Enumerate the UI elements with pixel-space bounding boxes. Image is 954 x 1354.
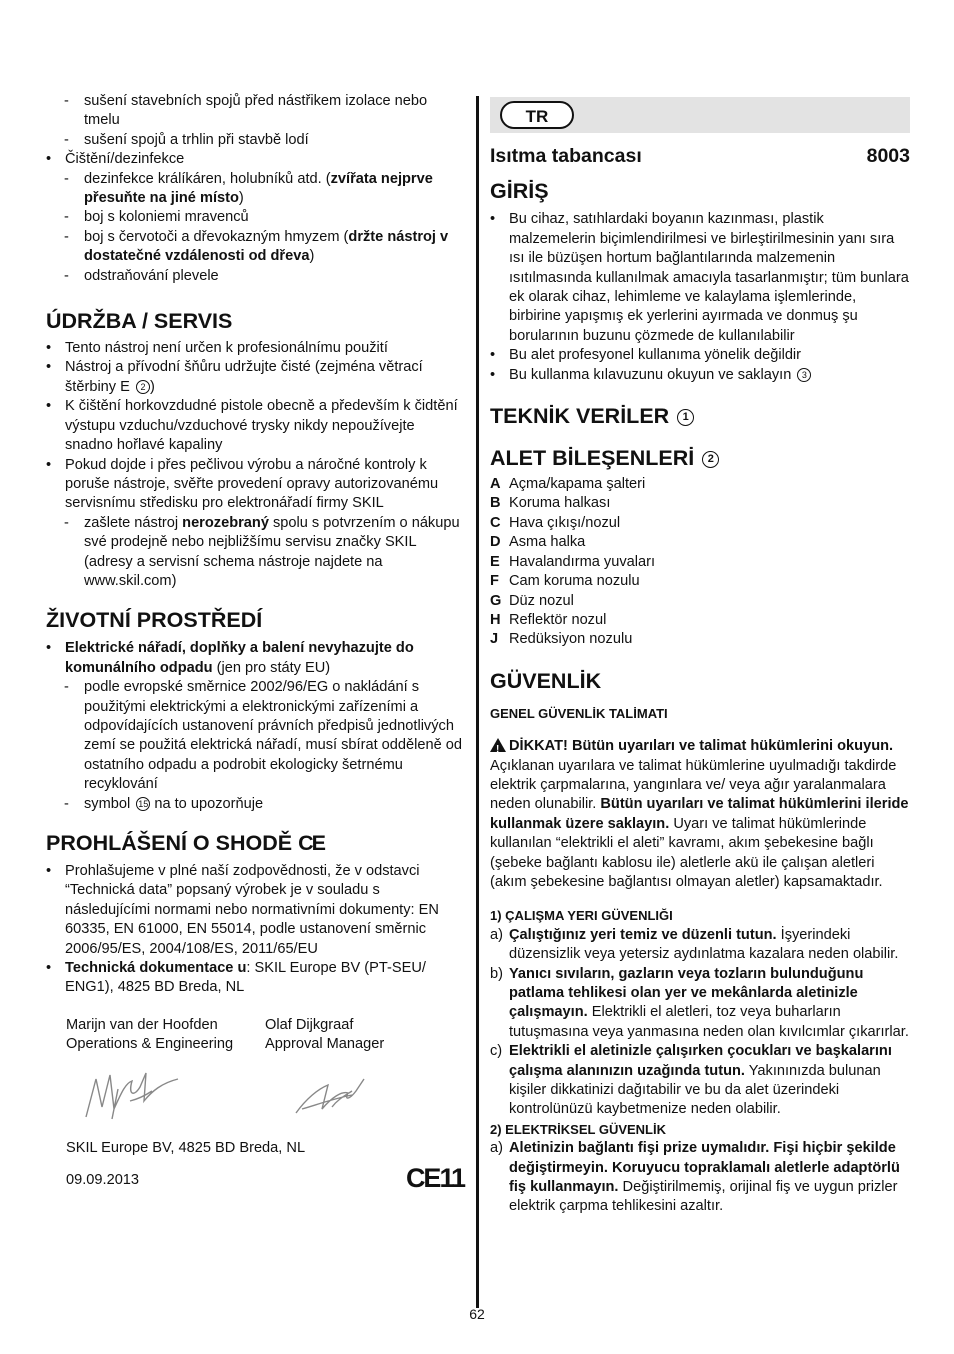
list-item: • Technická dokumentace u: SKIL Europe BV (PT-SEU/ ENG1), 4825 BD Breda, NL xyxy=(46,959,464,998)
safety-item: c) Elektrikli el aletinizle çalışırken çocukları ve başkalarını çalışma alanınızın uzağında tutun. Yakınınızda bulunan kişiler dikkatinizi dağıtabilir ve bu da alet üzerindeki kontrolünüzü kaybetmenize neden olabilir. xyxy=(490,1043,892,1118)
signature-2-image xyxy=(292,1069,382,1129)
part-item: F Cam koruma nozulu xyxy=(490,573,640,590)
declaration-heading xyxy=(46,830,464,856)
safety-item: b) Yanıcı sıvıların, gazların veya tozların bulunduğunu patlama tehlikesi olan yer ve mekânlarda aletinizle çalışmayın. Elektrikli el aletleri, toz veya buharların tutuşmasına veya yanmasına neden olan kıvılcımlar çıkarırlar. xyxy=(490,965,909,1040)
list-item: • Bu cihaz, satıhlardaki boyanın kazınması, plastik malzemelerin biçimlendirilmesi ve birleştirilmesinin yanı sıra ısı ile büzüşen hortum bağlantılarında malzemenin ısıtılmasında kullanılmak amacıyla tasarlanmıştır; tüm bunlara ek olarak cihaz, lehimleme ve kalaylama işlemlerinde, birbirine yapışmış ek yerlerini ayırmada ve donmuş şu borularının buzunu çözmede de kullanılabilir xyxy=(490,210,910,346)
safety-subheading: GENEL GÜVENLİK TALİMATI xyxy=(490,705,668,721)
usage-list xyxy=(46,92,464,286)
signer-1 xyxy=(66,1016,265,1055)
environment-list xyxy=(46,639,464,814)
list-item: - odstraňování plevele xyxy=(46,267,464,286)
company-address: SKIL Europe BV, 4825 BD Breda, NL xyxy=(66,1139,306,1156)
warning-paragraph: !DİKKAT! Bütün uyarıları ve talimat hükümlerini okuyun. Açıklanan uyarılara ve talimat hükümlerine uyulmadığı takdirde elektrik çarpmalarına, yangınlara ve/ veya ağır yaralanmalara neden olunabilir. Bütün uyarıları ve talimat hükümlerini ileride kullanmak üzere saklayın. Uyarı ve talimat hükümlerinde kullanılan “elektrikli el aleti” kavramı, akım şebekesine bağlı (şebeke bağlantı kablosu ile) aletlerle akü ile çalışan aletleri (akım şebekesine bağlantısı olmayan aletler) kapsamaktadır. xyxy=(490,737,910,892)
signer-2-name: Olaf Dijkgraaf xyxy=(265,1016,354,1033)
part-item: A Açma/kapama şalteri xyxy=(490,476,646,493)
list-item: • Pokud dojde i přes pečlivou výrobu a náročné kontroly k poruše nástroje, svěřte provedení opravy autorizovanému servisnímu středisku pro elektronářadí firmy SKIL xyxy=(46,456,464,514)
list-item: - boj s červotoči a dřevokazným hmyzem (držte nástroj v dostatečné vzdálenosti od dřeva) xyxy=(46,228,464,267)
list-item: • K čištění horkovzdudné pistole obecně a především k čidtění výstupu vzduchu/vzduchové trysky nikdy nepoužívejte snadno hořlavé kapaliny xyxy=(46,397,464,455)
signer-2-role: Approval Manager xyxy=(265,1036,385,1053)
electrical-heading: 2) ELEKTRİKSEL GÜVENLİK xyxy=(490,1121,667,1137)
maintenance-list xyxy=(46,339,464,591)
list-item: - symbol 15 na to upozorňuje xyxy=(46,795,464,814)
list-item: - sušení spojů a trhlin při stavbě lodí xyxy=(46,131,464,150)
list-item: • Bu alet profesyonel kullanıma yönelik değildir xyxy=(490,346,910,365)
parts-list xyxy=(490,475,910,650)
tech-heading: TEKNİK VERİLER 1 xyxy=(490,403,910,429)
part-item: G Düz nozul xyxy=(490,592,574,609)
signer-1-role: Operations & Engineering xyxy=(66,1036,234,1053)
column-divider xyxy=(476,96,479,1308)
safety-heading: GÜVENLİK xyxy=(490,668,602,693)
declaration-list xyxy=(46,862,464,998)
signatures xyxy=(46,1061,464,1131)
language-bar xyxy=(490,97,910,133)
part-item: C Hava çıkışı/nozul xyxy=(490,514,621,531)
list-item: - sušení stavebních spojů před nástřikem izolace nebo tmelu xyxy=(46,92,464,131)
list-item: - boj s koloniemi mravenců xyxy=(46,208,464,227)
list-item: • Prohlašujeme v plné naší zodpovědnosti, že v odstavci “Technická data” popsaný výrobek je v souladu s následujícími normami nebo normativními dokumenty: EN 60335, EN 61000, EN 55014, podle ustanovení směrnic 2006/95/ES, 2004/108/ES, 2011/65/EU xyxy=(46,862,464,959)
product-model: 8003 xyxy=(866,145,910,167)
declaration-title: PROHLÁŠENÍ O SHODĚ xyxy=(46,831,293,855)
warning-icon xyxy=(490,738,506,752)
parts-heading: ALET BİLEŞENLERİ 2 xyxy=(490,445,910,471)
signers xyxy=(46,1016,464,1055)
work-area-list xyxy=(490,926,910,1120)
signer-1-name: Marijn van der Hoofden xyxy=(66,1016,218,1033)
part-item: B Koruma halkası xyxy=(490,495,611,512)
ce-number: CE11 xyxy=(405,1163,464,1194)
list-item: - podle evropské směrnice 2002/96/EG o nakládání s použitými elektrickými a elektronickými zařízeními a odpovídajících ustanovení právních předpisů jednotlivých zemí se použitá elektrická nářadí, musí sbírat odděleně od ostatního odpadu a podrobit ekologicky šetrnému recyklování xyxy=(46,678,464,794)
date-row xyxy=(46,1164,464,1192)
signer-2 xyxy=(265,1016,464,1055)
list-item: • Elektrické nářadí, doplňky a balení nevyhazujte do komunálního odpadu (jen pro státy EU) xyxy=(46,639,464,678)
safety-item: a) Aletinizin bağlantı fişi prize uymalıdır. Fişi hiçbir şekilde değiştirmeyin. Koruyucu topraklamalı aletlerle adaptörlü fiş kullanmayın. Değiştirilmemiş, orijinal fiş ve uygun prizler elektrik çarpma tehlikesini azaltır. xyxy=(490,1140,900,1215)
signature-1-image xyxy=(82,1061,192,1129)
environment-heading: ŽIVOTNÍ PROSTŘEDÍ xyxy=(46,608,263,633)
work-area-heading: 1) ÇALIŞMA YERI GÜVENLIĞI xyxy=(490,908,673,924)
product-title: Isıtma tabancası xyxy=(490,145,642,167)
declaration-date: 09.09.2013 xyxy=(66,1171,140,1188)
list-item: • Nástroj a přívodní šňůru udržujte čisté (zejména větrací štěrbiny E 2 ) xyxy=(46,358,464,397)
part-item: D Asma halka xyxy=(490,534,586,551)
maintenance-heading: ÚDRŽBA / SERVIS xyxy=(46,309,233,334)
safety-item: a) Çalıştığınız yeri temiz ve düzenli tutun. İşyerindeki düzensizlik veya yetersiz aydınlatma kazalara neden olabilir. xyxy=(490,926,899,963)
intro-last-item: • Bu kullanma kılavuzunu okuyun ve saklayın 3 xyxy=(490,366,910,385)
left-column xyxy=(46,92,464,1192)
intro-list xyxy=(490,210,910,365)
list-item: - zašlete nástroj nerozebraný spolu s potvrzením o nákupu své prodejně nebo nejbližšímu servisu značky SKIL (adresy a servisní schema nástroje najdete na www.skil.com) xyxy=(46,514,464,592)
right-column xyxy=(490,97,910,1217)
part-item: J Redüksiyon nozulu xyxy=(490,631,633,648)
list-item: • Tento nástroj není určen k profesionálnímu použití xyxy=(46,339,464,358)
part-item: H Reflektör nozul xyxy=(490,611,607,628)
electrical-list xyxy=(490,1139,910,1217)
language-badge: TR xyxy=(500,101,574,129)
ce-mark: CE xyxy=(298,831,324,855)
list-item: - dezinfekce králíkáren, holubníků atd. (zvířata nejprve přesuňte na jiné místo) xyxy=(46,170,464,209)
part-item: E Havalandırma yuvaları xyxy=(490,553,656,570)
intro-heading: GİRİŞ xyxy=(490,179,549,204)
product-title-row xyxy=(490,147,910,166)
page-number: 62 xyxy=(469,1306,485,1322)
list-item: • Čištění/dezinfekce xyxy=(46,150,464,169)
